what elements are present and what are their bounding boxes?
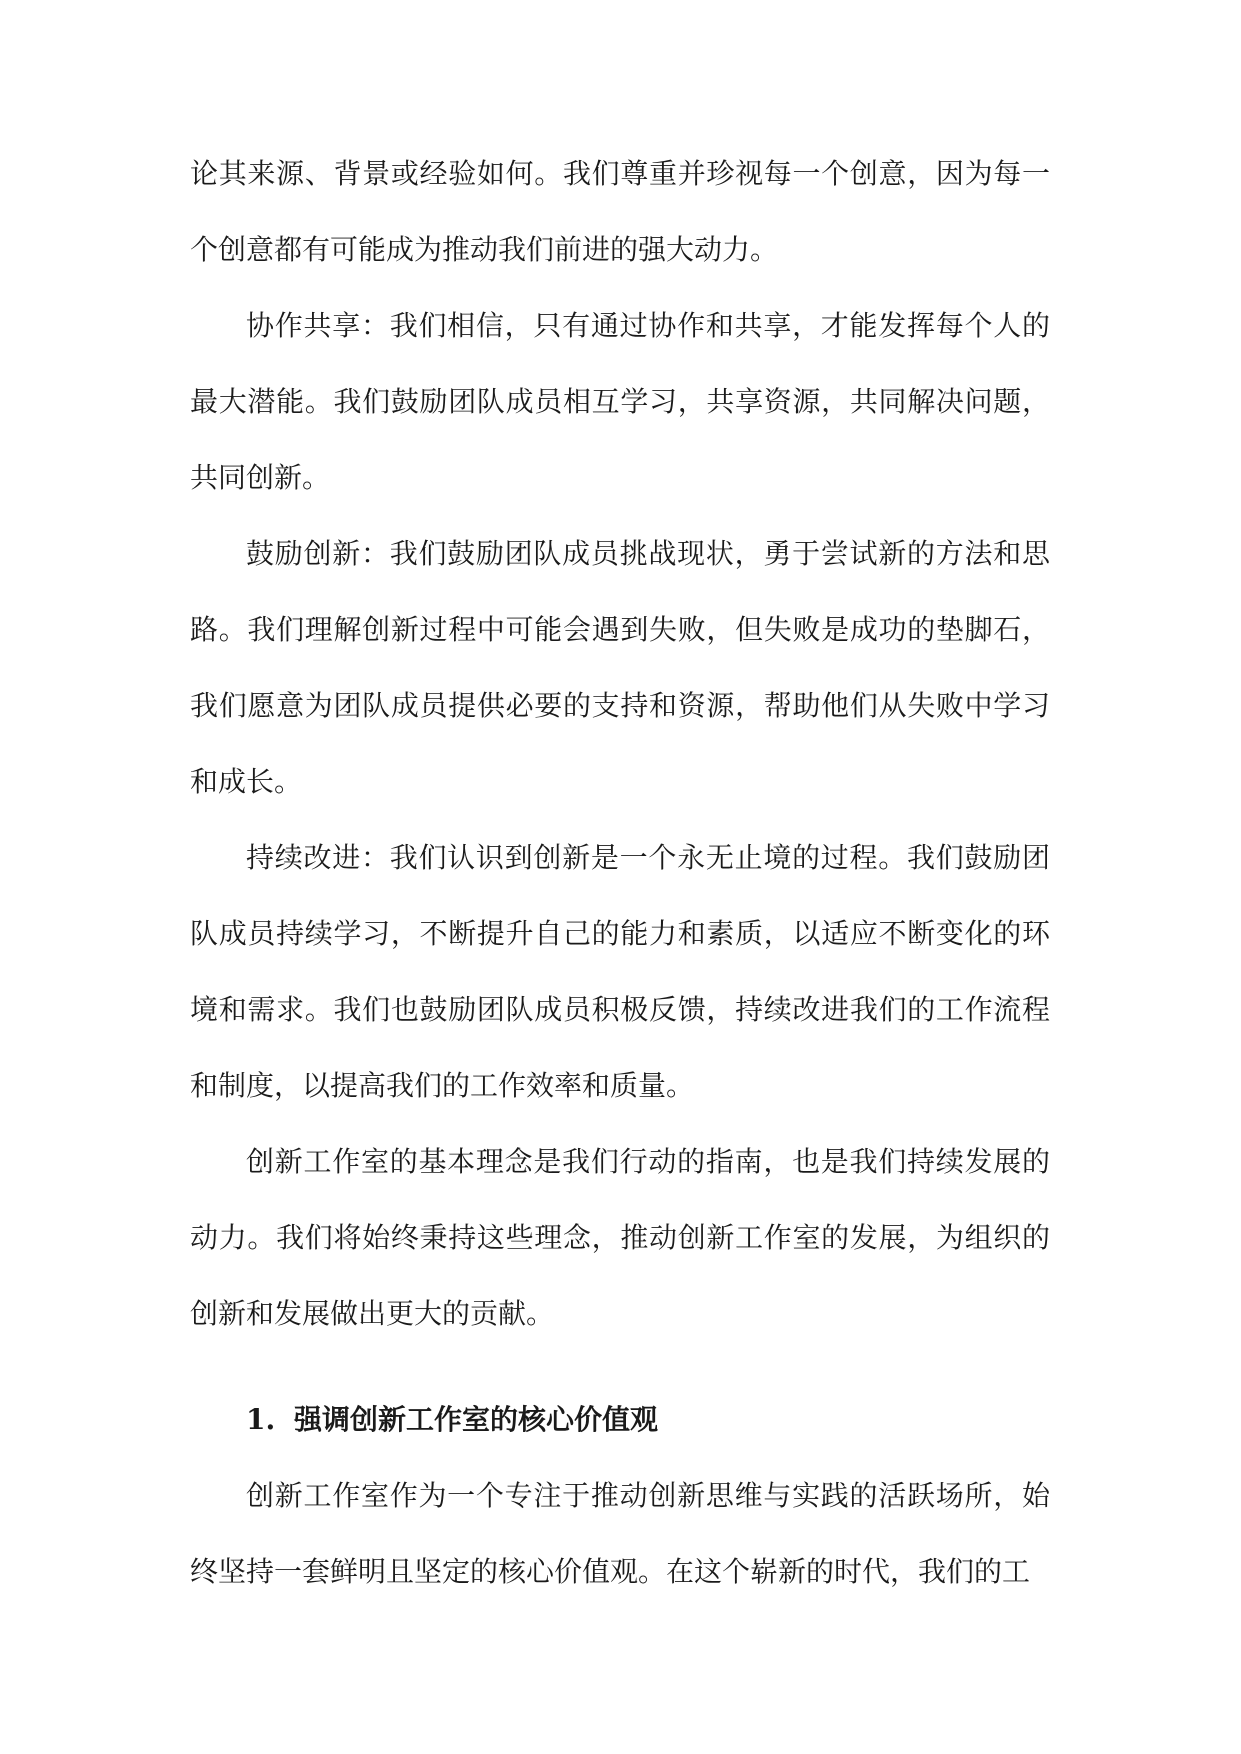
paragraph-continuous-improvement: 持续改进：我们认识到创新是一个永无止境的过程。我们鼓励团队成员持续学习，不断提升自己的能力和素质，以适应不断变化的环境和需求。我们也鼓励团队成员积极反馈，持续改进我们的工作流程和制度，以提高我们的工作效率和质量。 <box>190 841 1050 1102</box>
section-heading-number: 1. <box>246 1403 276 1436</box>
paragraph-encourage-innovation: 鼓励创新：我们鼓励团队成员挑战现状，勇于尝试新的方法和思路。我们理解创新过程中可能会遇到失败，但失败是成功的垫脚石，我们愿意为团队成员提供必要的支持和资源，帮助他们从失败中学习和成长。 <box>190 537 1050 798</box>
paragraph-continuation: 论其来源、背景或经验如何。我们尊重并珍视每一个创意，因为每一个创意都有可能成为推动我们前进的强大动力。 <box>190 157 1050 266</box>
paragraph-core-values-intro: 创新工作室作为一个专注于推动创新思维与实践的活跃场所，始终坚持一套鲜明且坚定的核心价值观。在这个崭新的时代，我们的工 <box>190 1479 1050 1588</box>
paragraph-collaboration-sharing: 协作共享：我们相信，只有通过协作和共享，才能发挥每个人的最大潜能。我们鼓励团队成员相互学习，共享资源，共同解决问题，共同创新。 <box>190 309 1050 494</box>
paragraph-basic-philosophy: 创新工作室的基本理念是我们行动的指南，也是我们持续发展的动力。我们将始终秉持这些理念，推动创新工作室的发展，为组织的创新和发展做出更大的贡献。 <box>190 1145 1050 1330</box>
document-body <box>190 136 1050 1610</box>
section-heading <box>190 1382 1050 1458</box>
section-heading-title: 强调创新工作室的核心价值观 <box>294 1403 659 1436</box>
